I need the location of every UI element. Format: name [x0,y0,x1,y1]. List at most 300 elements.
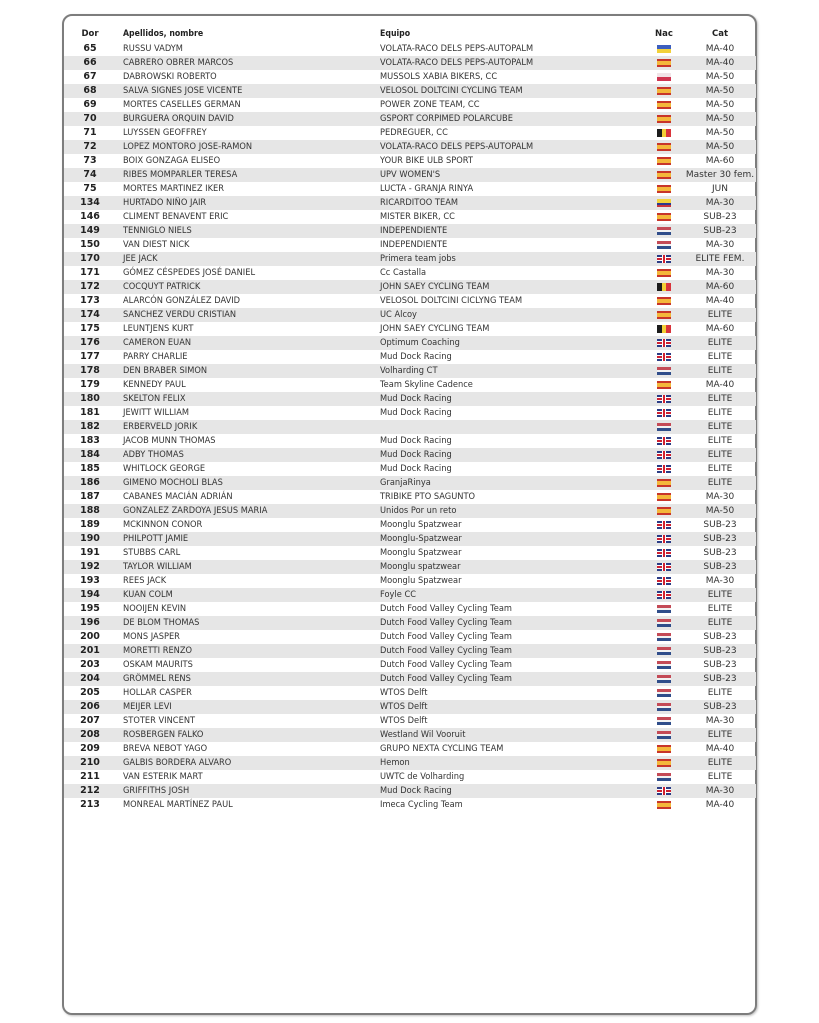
bib-number: 211 [80,771,100,782]
rider-name: OSKAM MAURITS [123,660,193,670]
flag-ned-icon [657,227,671,235]
team-name: Dutch Food Valley Cycling Team [380,604,512,614]
team-name: VOLATA-RACO DELS PEPS-AUTOPALM [380,58,534,68]
bib-number: 149 [80,225,100,236]
category: MA-30 [705,576,735,586]
table-row [64,238,756,252]
flag-gbr-icon [657,255,671,263]
table-row [64,602,756,616]
flag-esp-icon [657,507,671,515]
team-name: VOLATA-RACO DELS PEPS-AUTOPALM [380,44,534,54]
flag-esp-icon [657,381,671,389]
team-name: Dutch Food Valley Cycling Team [380,674,512,684]
rider-name: GRIFFITHS JOSH [123,786,190,796]
table-row [64,182,756,196]
rider-name: COCQUYT PATRICK [123,282,201,292]
flag-gbr-icon [657,465,671,473]
team-name: Foyle CC [380,590,417,600]
team-name: Mud Dock Racing [380,352,452,362]
rider-name: ROSBERGEN FALKO [123,730,204,740]
rider-name: PHILPOTT JAMIE [123,534,189,544]
bib-number: 177 [80,351,100,362]
rider-name: CAMERON EUAN [123,338,192,348]
flag-ned-icon [657,367,671,375]
bib-number: 175 [80,323,100,334]
category: SUB-23 [703,562,737,572]
flag-bel-icon [657,283,671,291]
header-nac: Nac [655,29,673,39]
rider-name: ERBERVELD JORIK [123,422,198,432]
table-row [64,476,756,490]
rider-name: GÓMEZ CÉSPEDES JOSÉ DANIEL [123,268,256,278]
table-header [64,27,756,42]
flag-esp-icon [657,493,671,501]
rider-name: MCKINNON CONOR [123,520,203,530]
bib-number: 192 [80,561,100,572]
bib-number: 174 [80,309,100,320]
team-name: PEDREGUER, CC [380,128,448,138]
flag-ned-icon [657,633,671,641]
category: ELITE [707,730,733,740]
bib-number: 178 [80,365,100,376]
flag-gbr-icon [657,577,671,585]
table-row [64,196,756,210]
team-name: Mud Dock Racing [380,436,452,446]
flag-gbr-icon [657,339,671,347]
table-row [64,658,756,672]
team-name: WTOS Delft [380,702,428,712]
team-name: Optimum Coaching [380,338,460,348]
category: MA-60 [705,156,735,166]
category: ELITE [707,772,733,782]
rider-name: NOOIJEN KEVIN [123,604,187,614]
team-name: Primera team jobs [380,254,456,264]
table-row [64,700,756,714]
rider-name: LUYSSEN GEOFFREY [123,128,207,138]
category: MA-40 [705,800,735,810]
table-row [64,462,756,476]
flag-ned-icon [657,675,671,683]
bib-number: 205 [80,687,100,698]
table-row [64,784,756,798]
category: MA-50 [705,506,735,516]
bib-number: 190 [80,533,100,544]
flag-ned-icon [657,731,671,739]
bib-number: 206 [80,701,100,712]
bib-number: 180 [80,393,100,404]
flag-esp-icon [657,115,671,123]
rider-name: JACOB MUNN THOMAS [123,436,216,446]
bib-number: 208 [80,729,100,740]
header-name: Apellidos, nombre [123,29,204,39]
rider-name: LEUNTJENS KURT [123,324,194,334]
bib-number: 66 [83,57,97,68]
rider-name: MONREAL MARTÍNEZ PAUL [123,800,233,810]
category: ELITE FEM. [695,254,745,264]
table-row [64,560,756,574]
bib-number: 193 [80,575,100,586]
table-row [64,546,756,560]
table-row [64,70,756,84]
rider-name: SANCHEZ VERDU CRISTIAN [123,310,237,320]
table-row [64,84,756,98]
flag-esp-icon [657,311,671,319]
rider-name: CLIMENT BENAVENT ERIC [123,212,229,222]
bib-number: 71 [83,127,97,138]
team-name: Dutch Food Valley Cycling Team [380,646,512,656]
category: MA-30 [705,268,735,278]
bib-number: 210 [80,757,100,768]
header-cat: Cat [711,29,729,39]
table-body [64,42,756,812]
team-name: Moonglu Spatzwear [380,548,462,558]
team-name: WTOS Delft [380,716,428,726]
bib-number: 74 [83,169,97,180]
team-name: Moonglu Spatzwear [380,576,462,586]
rider-name: TENNIGLO NIELS [123,226,192,236]
rider-name: VAN DIEST NICK [123,240,190,250]
rider-name: DEN BRABER SIMON [123,366,208,376]
table-row [64,420,756,434]
flag-gbr-icon [657,451,671,459]
table-row [64,252,756,266]
category: SUB-23 [703,646,737,656]
category: MA-40 [705,744,735,754]
table-row [64,574,756,588]
category: ELITE [707,338,733,348]
team-name: Mud Dock Racing [380,786,452,796]
bib-number: 134 [80,197,100,208]
flag-pol-icon [657,73,671,81]
flag-gbr-icon [657,535,671,543]
category: ELITE [707,352,733,362]
bib-number: 171 [80,267,100,278]
table-row [64,210,756,224]
rider-list-table [64,27,756,812]
flag-gbr-icon [657,787,671,795]
table-row [64,630,756,644]
rider-name: PARRY CHARLIE [123,352,188,362]
bib-number: 194 [80,589,100,600]
flag-gbr-icon [657,591,671,599]
bib-number: 67 [83,71,97,82]
category: SUB-23 [703,226,737,236]
bib-number: 201 [80,645,100,656]
rider-name: TAYLOR WILLIAM [123,562,192,572]
bib-number: 68 [83,85,97,96]
flag-bel-icon [657,129,671,137]
flag-esp-icon [657,269,671,277]
table-row [64,112,756,126]
rider-name: HURTADO NIÑO JAIR [123,198,207,208]
rider-name: MEIJER LEVI [123,702,172,712]
bib-number: 191 [80,547,100,558]
rider-name: CABRERO OBRER MARCOS [123,58,234,68]
category: ELITE [707,366,733,376]
flag-ned-icon [657,423,671,431]
bib-number: 181 [80,407,100,418]
category: MA-50 [705,72,735,82]
team-name: VELOSOL DOLTCINI CICLYNG TEAM [380,296,523,306]
rider-name: LOPEZ MONTORO JOSE-RAMON [123,142,253,152]
team-name: INDEPENDIENTE [380,240,448,250]
table-row [64,686,756,700]
table-row [64,714,756,728]
team-name: WTOS Delft [380,688,428,698]
bib-number: 69 [83,99,97,110]
team-name: UC Alcoy [380,310,417,320]
flag-esp-icon [657,185,671,193]
bib-number: 189 [80,519,100,530]
rider-name: HOLLAR CASPER [123,688,192,698]
bib-number: 184 [80,449,100,460]
flag-esp-icon [657,213,671,221]
rider-name: SALVA SIGNES JOSE VICENTE [123,86,243,96]
team-name: GSPORT CORPIMED POLARCUBE [380,114,513,124]
team-name: MISTER BIKER, CC [380,212,455,222]
team-name: INDEPENDIENTE [380,226,448,236]
category: ELITE [707,408,733,418]
category: MA-30 [705,240,735,250]
category: SUB-23 [703,660,737,670]
rider-name: KENNEDY PAUL [123,380,186,390]
rider-name: VAN ESTERIK MART [123,772,203,782]
bib-number: 150 [80,239,100,250]
flag-gbr-icon [657,437,671,445]
flag-gbr-icon [657,563,671,571]
rider-name: BREVA NEBOT YAGO [123,744,208,754]
flag-ned-icon [657,619,671,627]
bib-number: 70 [83,113,97,124]
table-row [64,140,756,154]
flag-esp-icon [657,171,671,179]
team-name: GranjaRinya [380,478,431,488]
table-row [64,504,756,518]
bib-number: 207 [80,715,100,726]
team-name: Moonglu-Spatzwear [380,534,462,544]
bib-number: 183 [80,435,100,446]
category: Master 30 fem. [685,170,755,180]
table-row [64,742,756,756]
flag-ned-icon [657,717,671,725]
team-name: JOHN SAEY CYCLING TEAM [380,282,490,292]
rider-name: KUAN COLM [123,590,173,600]
category: ELITE [707,450,733,460]
category: SUB-23 [703,548,737,558]
flag-esp-icon [657,87,671,95]
category: MA-40 [705,44,735,54]
table-row [64,518,756,532]
bib-number: 172 [80,281,100,292]
flag-gbr-icon [657,395,671,403]
rider-name: STUBBS CARL [123,548,181,558]
rider-name: GONZALEZ ZARDOYA JESUS MARIA [123,506,268,516]
team-name: Westland Wil Vooruit [380,730,466,740]
bib-number: 73 [83,155,97,166]
team-name: TRIBIKE PTO SAGUNTO [380,492,476,502]
bib-number: 170 [80,253,100,264]
category: ELITE [707,422,733,432]
table-row [64,406,756,420]
flag-esp-icon [657,59,671,67]
table-row [64,350,756,364]
category: SUB-23 [703,212,737,222]
category: SUB-23 [703,674,737,684]
table-row [64,798,756,812]
flag-bel-icon [657,325,671,333]
category: SUB-23 [703,534,737,544]
bib-number: 72 [83,141,97,152]
rider-name: GALBIS BORDERA ALVARO [123,758,232,768]
flag-gbr-icon [657,409,671,417]
category: MA-50 [705,114,735,124]
category: MA-50 [705,128,735,138]
category: MA-30 [705,198,735,208]
rider-name: STOTER VINCENT [123,716,196,726]
table-row [64,672,756,686]
category: ELITE [707,758,733,768]
team-name: Mud Dock Racing [380,450,452,460]
table-row [64,280,756,294]
team-name: MUSSOLS XABIA BIKERS, CC [380,72,498,82]
rider-name: MORTES MARTINEZ IKER [123,184,225,194]
rider-name: REES JACK [123,576,167,586]
bib-number: 146 [80,211,100,222]
table-row [64,434,756,448]
rider-name: ALARCÓN GONZÁLEZ DAVID [123,296,241,306]
category: ELITE [707,688,733,698]
flag-ukr-icon [657,45,671,53]
table-row [64,308,756,322]
bib-number: 186 [80,477,100,488]
rider-name: MONS JASPER [123,632,180,642]
category: ELITE [707,590,733,600]
rider-name: JEE JACK [123,254,158,264]
team-name: Imeca Cycling Team [380,800,463,810]
table-row [64,770,756,784]
category: MA-50 [705,100,735,110]
table-row [64,294,756,308]
table-row [64,392,756,406]
flag-esp-icon [657,759,671,767]
table-row [64,588,756,602]
bib-number: 188 [80,505,100,516]
rider-name: SKELTON FELIX [123,394,186,404]
flag-esp-icon [657,297,671,305]
team-name: Hemon [380,758,410,768]
table-row [64,154,756,168]
team-name: POWER ZONE TEAM, CC [380,100,480,110]
rider-name: MORTES CASELLES GERMAN [123,100,241,110]
category: SUB-23 [703,632,737,642]
team-name: Dutch Food Valley Cycling Team [380,632,512,642]
table-row [64,448,756,462]
flag-ned-icon [657,647,671,655]
flag-esp-icon [657,101,671,109]
category: ELITE [707,436,733,446]
category: JUN [712,184,728,194]
table-row [64,42,756,56]
table-row [64,126,756,140]
table-row [64,378,756,392]
rider-name: GRÖMMEL RENS [123,674,191,684]
table-row [64,336,756,350]
team-name: Dutch Food Valley Cycling Team [380,660,512,670]
table-row [64,728,756,742]
team-name: UPV WOMEN'S [380,170,441,180]
bib-number: 196 [80,617,100,628]
flag-ned-icon [657,689,671,697]
category: SUB-23 [703,702,737,712]
flag-esp-icon [657,801,671,809]
category: ELITE [707,478,733,488]
flag-ned-icon [657,703,671,711]
team-name: Volharding CT [380,366,438,376]
rider-name: RUSSU VADYM [123,44,183,54]
table-row [64,168,756,182]
category: ELITE [707,618,733,628]
flag-esp-icon [657,157,671,165]
category: SUB-23 [703,520,737,530]
table-row [64,756,756,770]
bib-number: 182 [80,421,100,432]
bib-number: 65 [83,43,97,54]
rider-name: JEWITT WILLIAM [123,408,190,418]
rider-name: GIMENO MOCHOLI BLAS [123,478,223,488]
team-name: Mud Dock Racing [380,464,452,474]
team-name: JOHN SAEY CYCLING TEAM [380,324,490,334]
team-name: Dutch Food Valley Cycling Team [380,618,512,628]
rider-name: BURGUERA ORQUIN DAVID [123,114,234,124]
flag-col-icon [657,199,671,207]
category: MA-60 [705,324,735,334]
rider-name: DE BLOM THOMAS [123,618,200,628]
table-row [64,616,756,630]
category: MA-60 [705,282,735,292]
header-dor: Dor [81,29,99,39]
bib-number: 212 [80,785,100,796]
team-name: YOUR BIKE ULB SPORT [380,156,473,166]
category: ELITE [707,394,733,404]
team-name: GRUPO NEXTA CYCLING TEAM [380,744,504,754]
category: MA-30 [705,492,735,502]
table-row [64,56,756,70]
bib-number: 187 [80,491,100,502]
team-name: Moonglu Spatzwear [380,520,462,530]
table-row [64,490,756,504]
team-name: Cc Castalla [380,268,427,278]
rider-name: WHITLOCK GEORGE [123,464,206,474]
rider-name: BOIX GONZAGA ELISEO [123,156,221,166]
team-name: Mud Dock Racing [380,408,452,418]
table-row [64,532,756,546]
flag-ned-icon [657,605,671,613]
category: ELITE [707,310,733,320]
bib-number: 185 [80,463,100,474]
category: MA-40 [705,380,735,390]
team-name: VOLATA-RACO DELS PEPS-AUTOPALM [380,142,534,152]
rider-name: ADBY THOMAS [123,450,184,460]
team-name: Mud Dock Racing [380,394,452,404]
flag-esp-icon [657,745,671,753]
table-row [64,364,756,378]
bib-number: 209 [80,743,100,754]
bib-number: 75 [83,183,97,194]
table-row [64,322,756,336]
bib-number: 195 [80,603,100,614]
category: MA-30 [705,716,735,726]
bib-number: 204 [80,673,100,684]
